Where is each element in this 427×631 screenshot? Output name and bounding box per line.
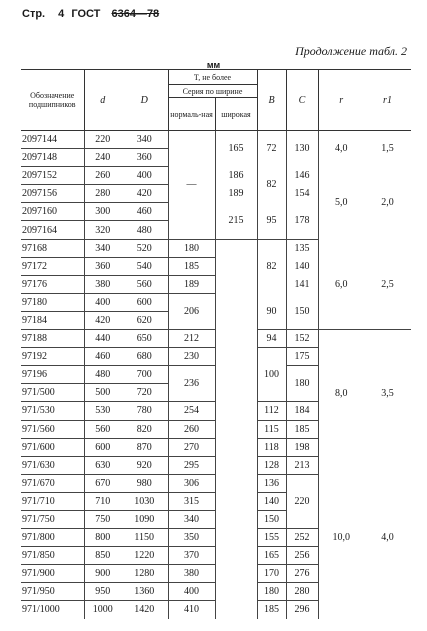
cell-D: 520 (121, 239, 168, 257)
cell-D: 420 (121, 185, 168, 203)
cell-D: 1030 (121, 492, 168, 510)
page-number: 4 (58, 8, 65, 20)
cell-designation: 97184 (21, 311, 84, 329)
cell-normal: 315 (168, 492, 215, 510)
cell-B: 100 (257, 348, 286, 402)
cell-wide: 165 (215, 131, 257, 167)
cell-D: 1420 (134, 604, 155, 616)
table-row (21, 131, 411, 149)
col-B: B (257, 70, 286, 131)
cell-B: 165 (257, 547, 286, 565)
cell-designation: 2097156 (21, 185, 84, 203)
col-r1: r1 (364, 70, 411, 131)
cell-r1: 1,5 (381, 143, 394, 155)
standard-number: 6364—78 (111, 8, 160, 20)
unit-label: мм (206, 60, 221, 70)
cell-D: 1090 (121, 510, 168, 528)
cell-normal: 370 (168, 547, 215, 565)
col-C: C (286, 70, 318, 131)
cell-normal: 212 (168, 330, 215, 348)
col-d: d (84, 70, 121, 131)
cell-B: 72 (257, 131, 286, 167)
cell-d: 460 (84, 348, 121, 366)
cell-C: 280 (286, 583, 318, 601)
cell-r1: 2,0 (381, 197, 394, 209)
col-normal: нормаль-ная (168, 98, 215, 131)
cell-d: 360 (84, 257, 121, 275)
col-series: Серия по ширине (168, 85, 257, 98)
cell-d: 670 (84, 474, 121, 492)
cell-D: 1150 (121, 529, 168, 547)
cell-C: 154 (286, 185, 318, 203)
cell-C: 146 (286, 167, 318, 185)
cell-d: 340 (84, 239, 121, 257)
cell-d: 800 (84, 529, 121, 547)
cell-D: 780 (121, 402, 168, 420)
cell-designation: 97192 (21, 348, 84, 366)
cell-D: 620 (121, 311, 168, 329)
cell-designation: 971/800 (21, 529, 84, 547)
bearing-dimensions-table (21, 69, 411, 619)
cell-D: 720 (121, 384, 168, 402)
cell-d: 500 (84, 384, 121, 402)
cell-designation: 971/1000 (21, 601, 84, 619)
cell-normal: 185 (168, 257, 215, 275)
cell-B: 136 (257, 474, 286, 492)
cell-B: 90 (257, 293, 286, 329)
cell-B: 155 (257, 529, 286, 547)
cell-d: 400 (84, 293, 121, 311)
cell-C: 180 (286, 366, 318, 402)
cell-r: 6,0 (318, 239, 364, 329)
cell-designation: 971/750 (21, 510, 84, 528)
cell-D: 1360 (121, 583, 168, 601)
cell-B: 128 (257, 456, 286, 474)
col-r: r (318, 70, 364, 131)
standard-name: ГОСТ (71, 8, 101, 20)
cell-r1: 4,0 (381, 531, 394, 543)
cell-B: 118 (257, 438, 286, 456)
cell-B: 115 (257, 420, 286, 438)
cell-normal: — (168, 131, 215, 240)
table-header (21, 70, 411, 131)
cell-D: 920 (121, 456, 168, 474)
cell-designation: 97196 (21, 366, 84, 384)
cell-normal: 206 (168, 293, 215, 329)
cell-B: 180 (257, 583, 286, 601)
cell-designation: 2097144 (21, 131, 84, 149)
cell-C: 140 (286, 257, 318, 275)
cell-designation: 971/710 (21, 492, 84, 510)
cell-designation: 97168 (21, 239, 84, 257)
cell-d: 320 (84, 221, 121, 239)
cell-r: 10,0 (318, 456, 364, 618)
cell-wide: 215 (215, 203, 257, 239)
cell-d: 750 (84, 510, 121, 528)
cell-D: 340 (121, 131, 168, 149)
cell-C: 152 (286, 330, 318, 348)
cell-designation: 971/900 (21, 565, 84, 583)
cell-d: 850 (84, 547, 121, 565)
cell-B: 170 (257, 565, 286, 583)
cell-B: 95 (257, 203, 286, 239)
cell-B: 185 (257, 601, 286, 619)
cell-C: 150 (286, 293, 318, 329)
cell-d: 480 (84, 366, 121, 384)
cell-designation: 971/630 (21, 456, 84, 474)
cell-d: 420 (84, 311, 121, 329)
cell-normal: 306 (168, 474, 215, 492)
cell-C: 198 (286, 438, 318, 456)
cell-designation: 2097160 (21, 203, 84, 221)
cell-designation: 2097152 (21, 167, 84, 185)
table-continuation: Продолжение табл. 2 (295, 44, 407, 58)
cell-C: 296 (286, 601, 318, 619)
cell-d: 260 (84, 167, 121, 185)
cell-r1: 3,5 (381, 387, 394, 399)
cell-D: 870 (121, 438, 168, 456)
col-D: D (121, 70, 168, 131)
cell-normal: 230 (168, 348, 215, 366)
cell-C: 185 (286, 420, 318, 438)
cell-designation: 97176 (21, 275, 84, 293)
cell-designation: 971/950 (21, 583, 84, 601)
cell-D: 600 (121, 293, 168, 311)
cell-D: 1280 (121, 565, 168, 583)
page-header (22, 8, 159, 20)
cell-B: 140 (257, 492, 286, 510)
cell-designation: 971/530 (21, 402, 84, 420)
table-row (21, 456, 411, 474)
cell-d: 220 (84, 131, 121, 149)
cell-D: 560 (121, 275, 168, 293)
cell-C: 213 (286, 456, 318, 474)
cell-D: 980 (121, 474, 168, 492)
cell-C: 141 (286, 275, 318, 293)
cell-d: 630 (84, 456, 121, 474)
cell-d: 240 (84, 149, 121, 167)
cell-d: 380 (84, 275, 121, 293)
cell-d: 710 (84, 492, 121, 510)
cell-designation: 97180 (21, 293, 84, 311)
cell-r: 4,0 (318, 131, 364, 167)
cell-D: 700 (121, 366, 168, 384)
cell-C: 276 (286, 565, 318, 583)
cell-D: 820 (121, 420, 168, 438)
cell-d: 560 (84, 420, 121, 438)
cell-designation: 2097164 (21, 221, 84, 239)
cell-C: 256 (286, 547, 318, 565)
cell-designation: 97172 (21, 257, 84, 275)
cell-C: 175 (286, 348, 318, 366)
cell-normal: 189 (168, 275, 215, 293)
cell-normal: 260 (168, 420, 215, 438)
cell-d: 300 (84, 203, 121, 221)
cell-d: 1000 (92, 604, 113, 616)
cell-normal: 350 (168, 529, 215, 547)
cell-d: 600 (84, 438, 121, 456)
col-wide: широкая (215, 98, 257, 131)
col-designation: Обозначение подшипников (21, 70, 84, 131)
cell-C: 220 (286, 474, 318, 528)
cell-designation: 971/560 (21, 420, 84, 438)
cell-C: 130 (286, 131, 318, 167)
cell-r: 8,0 (318, 330, 364, 457)
cell-D: 650 (121, 330, 168, 348)
cell-D: 360 (121, 149, 168, 167)
cell-D: 460 (121, 203, 168, 221)
cell-designation: 2097148 (21, 149, 84, 167)
page-prefix: Стр. (22, 8, 46, 20)
cell-B: 82 (257, 239, 286, 293)
cell-B: 94 (257, 330, 286, 348)
cell-C: 184 (286, 402, 318, 420)
cell-normal: 254 (168, 402, 215, 420)
cell-designation: 971/850 (21, 547, 84, 565)
cell-normal: 180 (168, 239, 215, 257)
cell-d: 280 (84, 185, 121, 203)
table-row (21, 167, 411, 185)
cell-designation: 971/600 (21, 438, 84, 456)
cell-C: 252 (286, 529, 318, 547)
cell-d: 900 (84, 565, 121, 583)
cell-normal: 236 (168, 366, 215, 402)
cell-r: 5,0 (318, 167, 364, 239)
cell-designation: 971/670 (21, 474, 84, 492)
cell-D: 680 (121, 348, 168, 366)
cell-D: 400 (121, 167, 168, 185)
cell-wide: 189 (215, 185, 257, 203)
cell-designation: 971/500 (21, 384, 84, 402)
cell-normal: 410 (168, 601, 215, 619)
cell-C: 135 (286, 239, 318, 257)
cell-D: 480 (121, 221, 168, 239)
cell-normal: 400 (168, 583, 215, 601)
cell-wide (215, 456, 257, 618)
cell-designation: 97188 (21, 330, 84, 348)
cell-normal: 270 (168, 438, 215, 456)
cell-normal: 380 (168, 565, 215, 583)
cell-r1: 2,5 (364, 239, 411, 329)
cell-d: 440 (84, 330, 121, 348)
cell-normal: 340 (168, 510, 215, 528)
cell-d: 950 (84, 583, 121, 601)
cell-wide (215, 239, 257, 456)
col-T-group: T, не более (168, 70, 257, 85)
cell-normal: 295 (168, 456, 215, 474)
cell-C: 178 (286, 203, 318, 239)
cell-D: 1220 (121, 547, 168, 565)
cell-wide: 186 (215, 167, 257, 185)
cell-B: 82 (257, 167, 286, 203)
table-row (21, 239, 411, 257)
cell-B: 112 (257, 402, 286, 420)
cell-d: 530 (84, 402, 121, 420)
cell-B: 150 (257, 510, 286, 528)
cell-D: 540 (121, 257, 168, 275)
